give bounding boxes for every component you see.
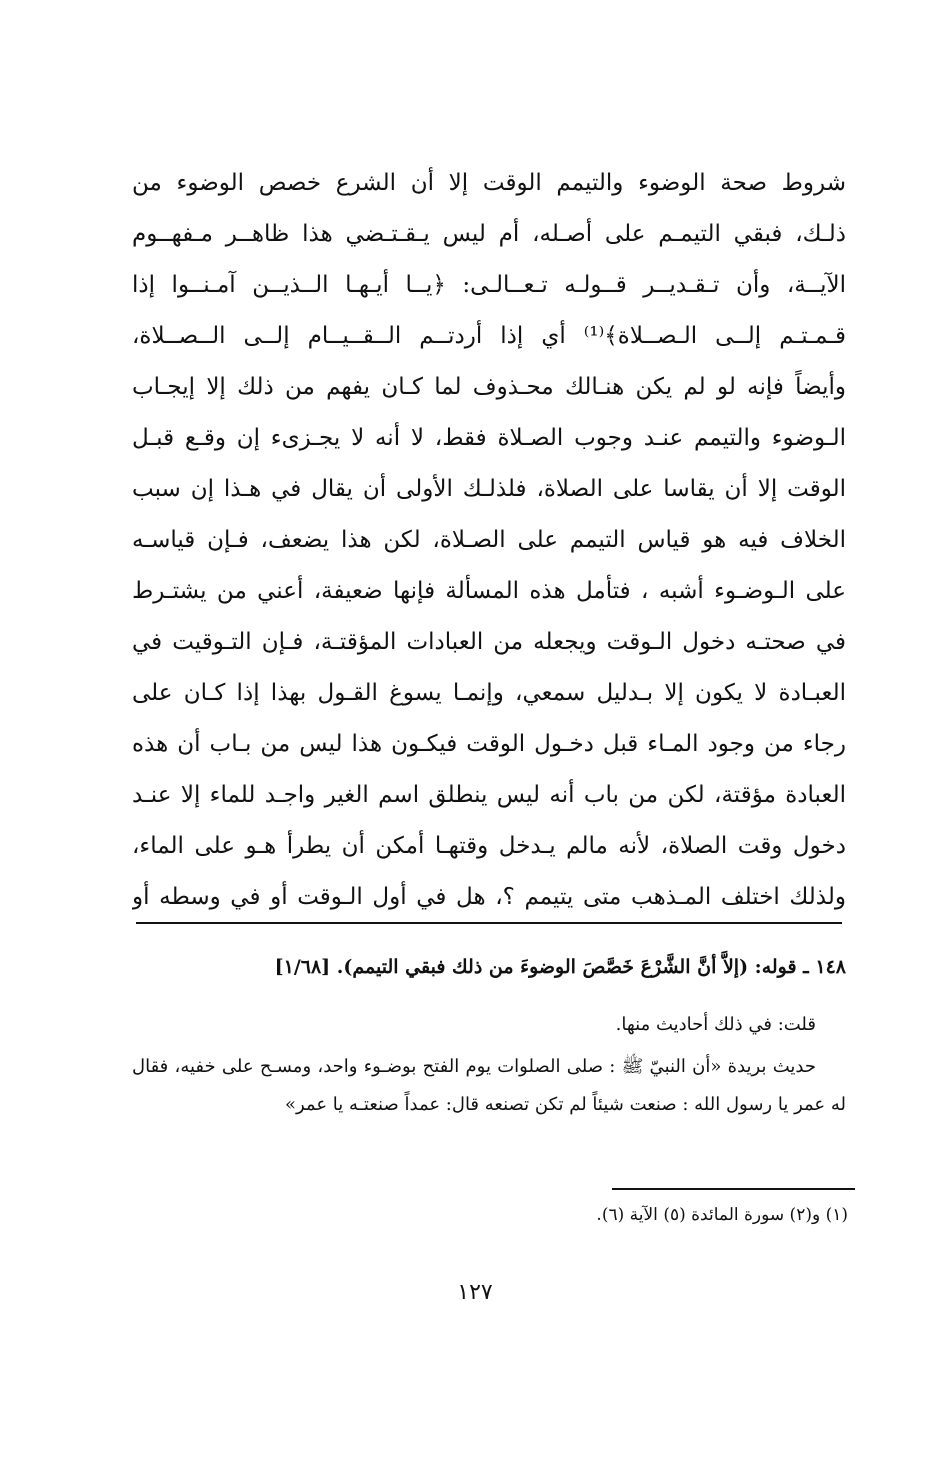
commentary-qult: قلت: في ذلك أحاديث منها. bbox=[615, 1014, 816, 1035]
body-line: شروط صحة الوضوء والتيمم الوقت إلا أن الشرع خصص الوضوء من bbox=[132, 170, 846, 196]
body-line: دخول وقت الصلاة، لأنه مالم يـدخل وقتهـا أمكن أن يطرأ هـو على الماء، bbox=[132, 833, 846, 859]
body-line: ولذلك اختلف المـذهب متى يتيمم ؟، هل في أول الـوقت أو في وسطه أو bbox=[132, 884, 846, 910]
footnote-divider bbox=[612, 1188, 855, 1190]
body-line: العبادة مؤقتة، لكن من باب أنه ليس ينطلق اسم الغير واجـد للماء إلا عنـد bbox=[132, 782, 846, 808]
commentary-heading: ١٤٨ ـ قوله: (إلاَّ أنَّ الشَّرْعَ خَصَّصَ الوضوءَ من ذلك فبقي التيمم). [١/٦٨] bbox=[274, 956, 846, 978]
body-line: العبـادة لا يكون إلا بـدليل سمعي، وإنمـا يسوغ القـول بهذا إذا كـان على bbox=[132, 680, 846, 706]
body-line: الـوضوء والتيمم عنـد وجوب الصـلاة فقط، لا أنه لا يجـزىء إن وقـع قبـل bbox=[132, 425, 846, 451]
main-body-text bbox=[132, 158, 846, 923]
body-line: الآيــة، وأن تـقـديــر قــولـه تـعــالـى: ﴿يــا أيـهـا الــذيــن آمـنــوا إذا bbox=[132, 272, 846, 298]
body-line: على الـوضـوء أشبه ، فتأمل هذه المسألة فإنها ضعيفة، أعني من يشتـرط bbox=[132, 578, 846, 604]
body-line: وأيضاً فإنه لو لم يكن هنـالك محـذوف لما كـان يفهم من ذلك إلا إيجـاب bbox=[132, 374, 846, 400]
footnote: (١) و(٢) سورة المائدة (٥) الآية (٦). bbox=[596, 1205, 848, 1225]
body-line: رجاء من وجود المـاء قبل دخـول الوقت فيكـون هذا ليس من بـاب أن هذه bbox=[132, 731, 846, 757]
body-line: قـمـتـم إلــى الـصــلاة﴾⁽¹⁾ أي إذا أردتــم الــقــيــام إلــى الــصــلاة، bbox=[132, 323, 846, 349]
body-line: في صحتـه دخول الـوقت ويجعله من العبادات المؤقتـة، فـإن التـوقيت في bbox=[132, 629, 846, 655]
body-line: الوقت إلا أن يقاسا على الصلاة، فلذلـك الأولى أن يقال في هـذا إن سبب bbox=[132, 476, 846, 502]
commentary-section bbox=[132, 950, 846, 1124]
body-line: الخلاف فيه هو قياس التيمم على الصـلاة، لكن هذا يضعف، فـإن قياسـه bbox=[132, 527, 846, 553]
commentary-divider bbox=[136, 922, 842, 924]
page-number: ١٢٧ bbox=[457, 1280, 493, 1305]
body-line: ذلـك، فبقي التيمـم على أصـله، أم ليس يـقـتـضي هذا ظاهــر مـفهــوم bbox=[132, 221, 846, 247]
commentary-hadith: حديث بريدة «أن النبيّ ﷺ : صلى الصلوات يوم الفتح بوضـوء واحد، ومسـح على خفيه، فقال له عمر يا رسول الله : صنعت شيئاً لم تكن تصنعه قال: عمداً صنعتـه يا عمر» bbox=[132, 1056, 846, 1115]
